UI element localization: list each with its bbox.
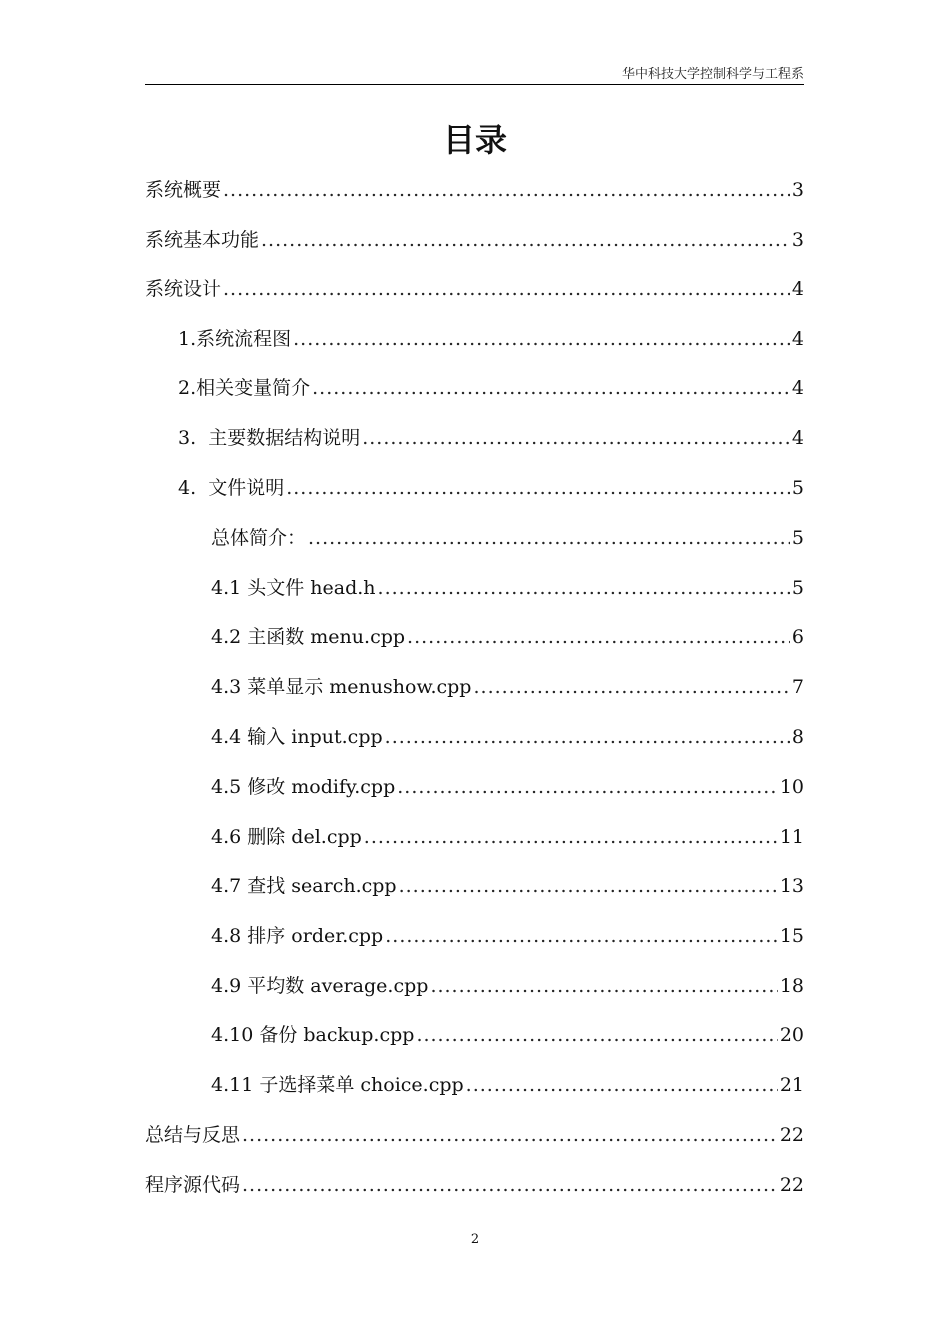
toc-entry-page: 4 xyxy=(791,328,804,350)
toc-leader-dots xyxy=(397,773,778,801)
toc-entry-page: 22 xyxy=(779,1174,804,1196)
toc-entry-label: 4.8 排序 order.cpp xyxy=(211,925,384,947)
toc-entry-variables[interactable] xyxy=(178,374,804,402)
toc-entry-page: 3 xyxy=(791,229,804,251)
toc-leader-dots xyxy=(286,474,790,502)
toc-leader-dots xyxy=(312,374,790,402)
toc-leader-dots xyxy=(466,1071,778,1099)
toc-leader-dots xyxy=(385,922,778,950)
toc-leader-dots xyxy=(223,176,790,204)
toc-entry-label: 4.1 头文件 head.h xyxy=(211,577,376,599)
toc-entry-page: 7 xyxy=(791,676,804,698)
toc-entry-average-cpp[interactable] xyxy=(211,972,804,1000)
toc-entry-flowchart[interactable] xyxy=(178,325,804,353)
toc-entry-choice-cpp[interactable] xyxy=(211,1071,804,1099)
toc-entry-label: 4.5 修改 modify.cpp xyxy=(211,776,396,798)
toc-entry-page: 8 xyxy=(791,726,804,748)
toc-entry-label: 2.相关变量简介 xyxy=(178,377,311,399)
toc-leader-dots xyxy=(364,823,778,851)
toc-leader-dots xyxy=(378,574,790,602)
toc-entry-file-description[interactable] xyxy=(178,474,804,502)
toc-entry-label: 1.系统流程图 xyxy=(178,328,292,350)
toc-leader-dots xyxy=(407,623,790,651)
page-title: 目录 xyxy=(442,121,507,159)
toc-entry-page: 5 xyxy=(791,477,804,499)
toc-entry-label: 总结与反思 xyxy=(145,1124,241,1146)
toc-entry-page: 11 xyxy=(779,826,804,848)
toc-entry-label: 系统设计 xyxy=(145,278,222,300)
toc-entry-label: 系统概要 xyxy=(145,179,222,201)
toc-leader-dots xyxy=(385,723,790,751)
toc-entry-page: 3 xyxy=(791,179,804,201)
toc-entry-label: 4.7 查找 search.cpp xyxy=(211,875,397,897)
toc-entry-page: 4 xyxy=(791,278,804,300)
toc-entry-label: 程序源代码 xyxy=(145,1174,241,1196)
toc-leader-dots xyxy=(308,524,790,552)
toc-entry-modify-cpp[interactable] xyxy=(211,773,804,801)
toc-entry-page: 4 xyxy=(791,427,804,449)
toc-leader-dots xyxy=(473,673,789,701)
toc-entry-input-cpp[interactable] xyxy=(211,723,804,751)
toc-entry-order-cpp[interactable] xyxy=(211,922,804,950)
toc-leader-dots xyxy=(242,1121,778,1149)
toc-entry-page: 10 xyxy=(779,776,804,798)
toc-entry-system-design[interactable] xyxy=(145,275,804,303)
toc-leader-dots xyxy=(223,275,790,303)
toc-entry-backup-cpp[interactable] xyxy=(211,1021,804,1049)
header-text: 华中科技大学控制科学与工程系 xyxy=(621,67,804,82)
toc-leader-dots xyxy=(362,424,790,452)
toc-entry-head-h[interactable] xyxy=(211,574,804,602)
toc-entry-page: 5 xyxy=(791,527,804,549)
toc-entry-label: 4.10 备份 backup.cpp xyxy=(211,1024,415,1046)
toc-entry-page: 5 xyxy=(791,577,804,599)
toc-entry-conclusion[interactable] xyxy=(145,1121,804,1149)
toc-entry-label: 4.9 平均数 average.cpp xyxy=(211,975,429,997)
page-number: 2 xyxy=(470,1232,480,1247)
toc-entry-label: 总体简介： xyxy=(211,527,307,549)
toc-entry-data-structures[interactable] xyxy=(178,424,804,452)
toc-leader-dots xyxy=(416,1021,777,1049)
toc-entry-search-cpp[interactable] xyxy=(211,872,804,900)
toc-entry-label: 4.2 主函数 menu.cpp xyxy=(211,626,406,648)
toc-entry-label: 4.3 菜单显示 menushow.cpp xyxy=(211,676,472,698)
toc-entry-page: 15 xyxy=(779,925,804,947)
toc-entry-menushow-cpp[interactable] xyxy=(211,673,804,701)
toc-entry-overview[interactable] xyxy=(145,176,804,204)
toc-entry-page: 13 xyxy=(779,875,804,897)
toc-entry-page: 22 xyxy=(779,1124,804,1146)
toc-entry-label: 系统基本功能 xyxy=(145,229,260,251)
toc-entry-summary-intro[interactable] xyxy=(211,524,804,552)
toc-entry-page: 20 xyxy=(779,1024,804,1046)
toc-leader-dots xyxy=(261,226,790,254)
toc-leader-dots xyxy=(242,1171,778,1199)
toc-leader-dots xyxy=(399,872,778,900)
toc-entry-label: 4.6 删除 del.cpp xyxy=(211,826,362,848)
toc-entry-label: 4.11 子选择菜单 choice.cpp xyxy=(211,1074,464,1096)
toc-entry-page: 18 xyxy=(779,975,804,997)
toc-entry-menu-cpp[interactable] xyxy=(211,623,804,651)
toc-entry-label: 3. 主要数据结构说明 xyxy=(178,427,361,449)
toc-entry-label: 4.4 输入 input.cpp xyxy=(211,726,383,748)
toc-entry-source-code[interactable] xyxy=(145,1171,804,1199)
toc-entry-label: 4. 文件说明 xyxy=(178,477,285,499)
toc-entry-page: 6 xyxy=(791,626,804,648)
toc-entry-basic-functions[interactable] xyxy=(145,226,804,254)
toc-entry-page: 4 xyxy=(791,377,804,399)
toc-leader-dots xyxy=(293,325,790,353)
toc-leader-dots xyxy=(430,972,777,1000)
toc-entry-del-cpp[interactable] xyxy=(211,823,804,851)
toc-entry-page: 21 xyxy=(779,1074,804,1096)
